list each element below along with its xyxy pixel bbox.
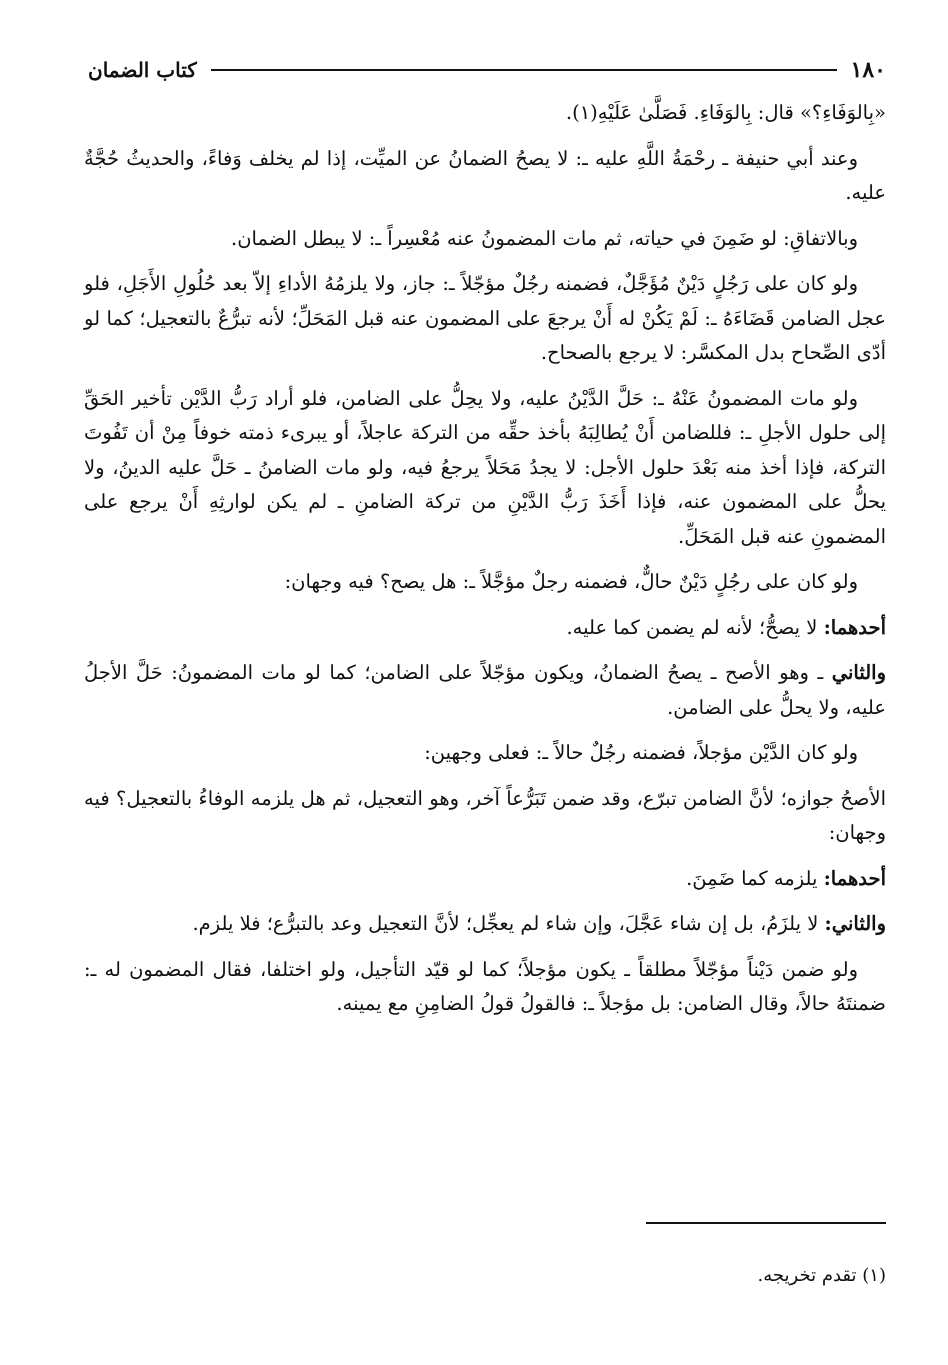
paragraph	[84, 656, 886, 725]
book-title: كتاب الضمان	[88, 58, 197, 82]
paragraph	[84, 142, 886, 211]
paragraph	[84, 96, 886, 131]
paragraph	[84, 907, 886, 942]
page-number: ١٨٠	[850, 57, 886, 83]
bold-lead: والثاني:	[824, 912, 886, 935]
paragraph-text: وعند أبي حنيفة ـ رحْمَةُ اللَّهِ عليه ـ: لا يصحُ الضمانُ عن الميِّت، إذا لم يخلف وَفاءً، والحديثُ حُجَّةٌ عليه.	[84, 146, 886, 204]
paragraph	[84, 611, 886, 646]
header-rule	[211, 69, 837, 71]
paragraph-text: ـ وهو الأصح ـ يصحُ الضمانُ، ويكون مؤجّلاً على الضامن؛ كما لو مات المضمونُ: حَلَّ الأجلُ عليه، ولا يحلُّ على الضامن.	[84, 661, 886, 719]
paragraph-text: وبالاتفاقِ: لو ضَمِنَ في حياته، ثم مات المضمونُ عنه مُعْسِراً ـ: لا يبطل الضمان.	[231, 226, 858, 250]
footnote-rule	[646, 1222, 886, 1224]
paragraph	[84, 382, 886, 555]
paragraph-text: يلزمه كما ضَمِنَ.	[686, 866, 824, 890]
paragraph-text: لا يلزَمُ، بل إن شاء عَجَّلَ، وإن شاء لم يعجِّل؛ لأنَّ التعجيل وعد بالتبرُّع؛ فلا يلزم.	[192, 912, 825, 935]
paragraph	[84, 862, 886, 897]
bold-lead: أحدهما:	[823, 866, 886, 890]
bold-lead: والثاني	[831, 661, 886, 684]
paragraph-text: لا يصحُّ؛ لأنه لم يضمن كما عليه.	[566, 615, 824, 639]
body-text	[84, 96, 886, 1033]
running-header	[88, 52, 886, 88]
paragraph	[84, 782, 886, 851]
paragraph	[84, 267, 886, 371]
paragraph	[84, 953, 886, 1022]
paragraph	[84, 222, 886, 257]
paragraph-text: ولو كان على رجُلٍ دَيْنٌ حالٌّ، فضمنه رجلٌ مؤجَّلاً ـ: هل يصح؟ فيه وجهان:	[284, 570, 858, 593]
paragraph	[84, 736, 886, 771]
paragraph-text: ولو كان على رَجُلٍ دَيْنٌ مُؤَجَّلٌ، فضمنه رجُلٌ مؤجّلاً ـ: جاز، ولا يلزمُهُ الأداءِ إلاّ بعد حُلُولِ الأَجَلِ، فلو عجل الضامن قَضَاءَهُ ـ: لَمْ يَكُنْ له أَنْ يرجعَ على المضمون عنه قبل المَحَلِّ؛ لأنه تبرُّعٌ بالتعجيل؛ كما لو أدّى الصِّحاح بدل المكسَّر: لا يرجع بالصحاح.	[84, 272, 886, 364]
paragraph-text: الأصحُ جوازه؛ لأنَّ الضامن تبرّع، وقد ضمن تَبَرُّعاً آخر، وهو التعجيل، ثم هل يلزمه الوفاءُ بالتعجيل؟ فيه وجهان:	[84, 786, 886, 844]
bold-lead: أحدهما:	[823, 615, 886, 639]
paragraph	[84, 565, 886, 600]
paragraph-text: ولو ضمن دَيْناً مؤجّلاً مطلقاً ـ يكون مؤجلاً؛ كما لو قيّد التأجيل، ولو اختلفا، فقال المضمون له ـ: ضمنتَهُ حالاً، وقال الضامن: بل مؤجلاً ـ: فالقولُ قولُ الضامِنِ مع يمينه.	[84, 957, 886, 1015]
paragraph-text: ولو مات المضمونُ عَنْهُ ـ: حَلَّ الدَّيْنُ عليه، ولا يحِلُّ على الضامن، فلو أراد رَبُّ الدَّيْن تأخير الحَقِّ إلى حلول الأجلِ ـ: فللضامن أَنْ يُطالِبَهُ بأخذ حقِّه من التركة عاجلاً، أو يبرىء ذمته خوفاً مِنْ أن تَفُوتَ التركة، فإذا أخذ منه بَعْدَ حلول الأجل: لا يجدُ مَحَلاً يرجعُ فيه، ولو مات الضامنُ ـ حَلَّ عليه الدينُ، ولا يحلُّ على المضمون عنه، فإذا أَخَذَ رَبُّ الدَّيْنِ من تركة الضامنِ ـ لم يكن لوارثِهِ أَنْ يرجع على المضمونِ عنه قبل المَحَلِّ.	[84, 386, 886, 548]
paragraph-text: «بِالوَفَاءِ؟» قال: بِالوَفَاءِ. فَصَلَّىٰ عَلَيْهِ(١).	[565, 101, 886, 124]
footnote: (١) تقدم تخريجه.	[757, 1265, 886, 1286]
paragraph-text: ولو كان الدَّيْن مؤجلاً، فضمنه رجُلٌ حالاً ـ: فعلى وجهين:	[424, 741, 858, 764]
